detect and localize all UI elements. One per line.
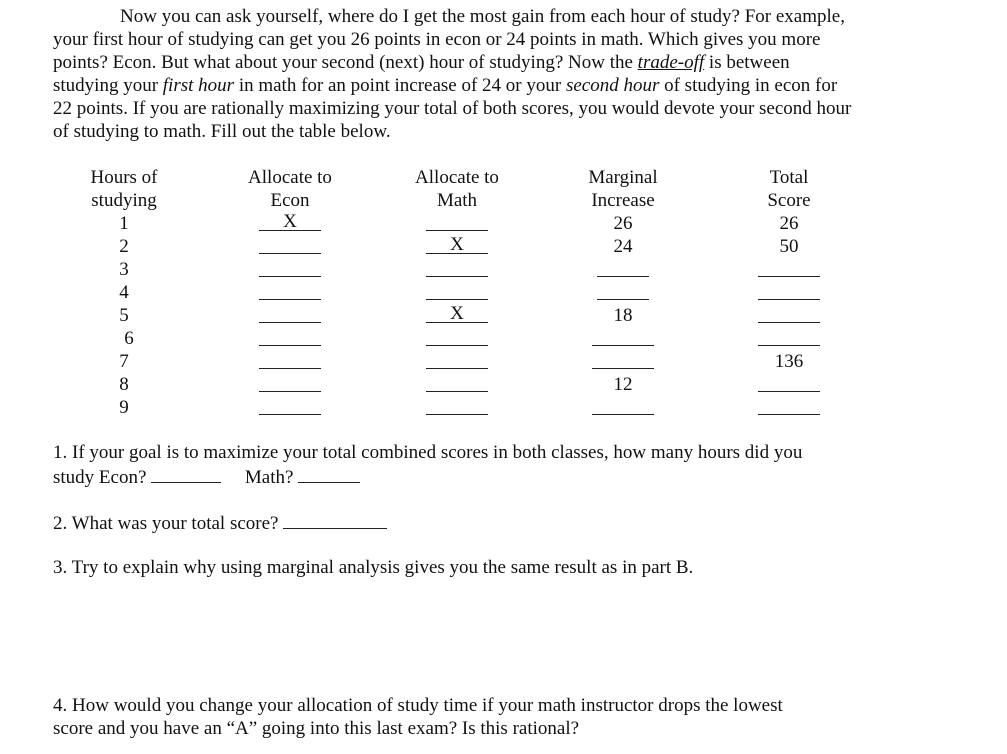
econ-cell bbox=[230, 304, 350, 327]
marginal-cell-value: 12 bbox=[613, 374, 633, 395]
total-score-answer-blank[interactable] bbox=[283, 510, 387, 529]
hours-cell bbox=[74, 304, 174, 327]
intro-paragraph bbox=[53, 5, 943, 143]
econ-cell bbox=[230, 350, 350, 373]
math-cell-blank[interactable] bbox=[426, 327, 488, 346]
econ-cell bbox=[230, 281, 350, 304]
hours-cell bbox=[74, 258, 174, 281]
marginal-cell bbox=[563, 327, 683, 350]
marginal-cell bbox=[563, 373, 683, 396]
total-cell-value: 26 bbox=[779, 213, 799, 234]
total-cell bbox=[729, 350, 849, 373]
marginal-cell-blank[interactable] bbox=[592, 327, 654, 346]
math-cell-blank[interactable] bbox=[426, 212, 488, 231]
marginal-cell-blank[interactable] bbox=[592, 396, 654, 415]
econ-cell-blank[interactable] bbox=[259, 235, 321, 254]
econ-cell bbox=[230, 327, 350, 350]
econ-cell-mark: X bbox=[283, 211, 297, 232]
math-cell bbox=[397, 212, 517, 235]
math-hours-answer-blank[interactable] bbox=[298, 464, 360, 483]
total-cell bbox=[729, 327, 849, 350]
math-cell-blank[interactable] bbox=[426, 373, 488, 392]
hours-cell-value: 7 bbox=[119, 351, 129, 372]
intro-line-6: of studying to math. Fill out the table below. bbox=[53, 121, 391, 142]
econ-cell-blank[interactable] bbox=[259, 304, 321, 323]
econ-cell-blank[interactable] bbox=[259, 281, 321, 300]
hours-header-line-2: studying bbox=[91, 190, 157, 211]
hours-cell bbox=[74, 373, 174, 396]
hours-cell-value: 2 bbox=[119, 236, 129, 257]
total-cell bbox=[729, 281, 849, 304]
math-cell-blank[interactable] bbox=[426, 235, 488, 254]
econ-cell-blank[interactable] bbox=[259, 373, 321, 392]
marginal-cell bbox=[563, 258, 683, 281]
question-1-line-1: 1. If your goal is to maximize your total combined scores in both classes, how many hours did you bbox=[53, 442, 803, 463]
total-cell bbox=[729, 235, 849, 258]
marginal-header-line-1: Marginal bbox=[588, 167, 658, 188]
econ-cell bbox=[230, 396, 350, 419]
marginal-cell-value: 18 bbox=[613, 305, 633, 326]
marginal-cell bbox=[563, 304, 683, 327]
total-cell-blank[interactable] bbox=[758, 304, 820, 323]
econ-cell-blank[interactable] bbox=[259, 327, 321, 346]
hours-cell bbox=[74, 212, 174, 235]
hours-cell bbox=[74, 396, 174, 419]
econ-cell-blank[interactable] bbox=[259, 396, 321, 415]
econ-cell-blank[interactable] bbox=[259, 258, 321, 277]
hours-cell-value: 8 bbox=[119, 374, 129, 395]
total-header-line-2: Score bbox=[767, 190, 811, 211]
econ-cell-blank[interactable] bbox=[259, 350, 321, 369]
marginal-header-line-2: Increase bbox=[591, 190, 655, 211]
econ-cell bbox=[230, 212, 350, 235]
total-cell-blank[interactable] bbox=[758, 281, 820, 300]
hours-cell-value: 1 bbox=[119, 213, 129, 234]
math-column bbox=[397, 166, 517, 419]
question-1 bbox=[53, 441, 802, 489]
question-4 bbox=[53, 694, 783, 740]
math-cell bbox=[397, 396, 517, 419]
total-cell-blank[interactable] bbox=[758, 258, 820, 277]
math-cell-mark: X bbox=[450, 234, 464, 255]
trade-off-term: trade-off bbox=[637, 52, 705, 73]
intro-line-2: your first hour of studying can get you 26 points in econ or 24 points in math. Which gives you more bbox=[53, 29, 821, 50]
marginal-column bbox=[563, 166, 683, 419]
total-cell bbox=[729, 373, 849, 396]
hours-cell bbox=[74, 350, 174, 373]
econ-cell bbox=[230, 235, 350, 258]
marginal-cell-value: 24 bbox=[613, 236, 633, 257]
math-cell bbox=[397, 373, 517, 396]
math-cell-blank[interactable] bbox=[426, 396, 488, 415]
marginal-cell bbox=[563, 212, 683, 235]
econ-header-line-1: Allocate to bbox=[248, 167, 332, 188]
total-cell bbox=[729, 258, 849, 281]
total-column bbox=[729, 166, 849, 419]
intro-line-5: 22 points. If you are rationally maximizing your total of both scores, you would devote your second hour bbox=[53, 98, 852, 119]
math-header-line-2: Math bbox=[436, 190, 478, 211]
math-cell-blank[interactable] bbox=[426, 258, 488, 277]
hours-column bbox=[74, 166, 174, 419]
marginal-cell bbox=[563, 350, 683, 373]
marginal-cell bbox=[563, 281, 683, 304]
marginal-cell bbox=[563, 396, 683, 419]
econ-header-line-2: Econ bbox=[270, 190, 310, 211]
total-cell bbox=[729, 304, 849, 327]
intro-line-3: points? Econ. But what about your second (next) hour of studying? Now the trade-off is between bbox=[53, 52, 790, 73]
hours-cell-value: 5 bbox=[119, 305, 129, 326]
hours-cell-value: 9 bbox=[119, 397, 129, 418]
hours-cell bbox=[74, 235, 174, 258]
math-cell-blank[interactable] bbox=[426, 281, 488, 300]
math-cell bbox=[397, 350, 517, 373]
hours-cell-value: 3 bbox=[119, 259, 129, 280]
marginal-cell-blank[interactable] bbox=[592, 350, 654, 369]
total-cell-blank[interactable] bbox=[758, 396, 820, 415]
math-cell-blank[interactable] bbox=[426, 304, 488, 323]
intro-line-4: studying your first hour in math for an point increase of 24 or your second hour of studying in econ for bbox=[53, 75, 838, 96]
question-4-line-2: score and you have an “A” going into this last exam? Is this rational? bbox=[53, 718, 580, 739]
math-cell bbox=[397, 281, 517, 304]
total-cell-value: 50 bbox=[779, 236, 799, 257]
question-1-line-2: study Econ? Math? bbox=[53, 464, 802, 489]
math-cell-mark: X bbox=[450, 303, 464, 324]
total-cell bbox=[729, 212, 849, 235]
math-cell bbox=[397, 327, 517, 350]
hours-cell-value: 4 bbox=[119, 282, 129, 303]
marginal-cell-blank[interactable] bbox=[597, 281, 649, 300]
econ-hours-answer-blank[interactable] bbox=[151, 464, 221, 483]
math-cell-blank[interactable] bbox=[426, 350, 488, 369]
question-2: 2. What was your total score? bbox=[53, 510, 387, 535]
total-cell-blank[interactable] bbox=[758, 327, 820, 346]
hours-cell-value: 6 bbox=[124, 328, 134, 349]
marginal-cell-blank[interactable] bbox=[597, 258, 649, 277]
question-4-line-1: 4. How would you change your allocation of study time if your math instructor drops the lowest bbox=[53, 695, 783, 716]
econ-cell bbox=[230, 373, 350, 396]
econ-cell bbox=[230, 258, 350, 281]
econ-column bbox=[230, 166, 350, 419]
econ-cell-blank[interactable] bbox=[259, 212, 321, 231]
math-header-line-1: Allocate to bbox=[415, 167, 499, 188]
math-cell bbox=[397, 304, 517, 327]
second-hour-term: second hour bbox=[565, 75, 660, 96]
math-cell bbox=[397, 235, 517, 258]
total-header-line-1: Total bbox=[769, 167, 809, 188]
hours-cell bbox=[74, 327, 174, 350]
hours-header-line-1: Hours of bbox=[90, 167, 158, 188]
first-hour-term: first hour bbox=[162, 75, 235, 96]
question-3: 3. Try to explain why using marginal analysis gives you the same result as in part B. bbox=[53, 557, 694, 578]
total-cell-blank[interactable] bbox=[758, 373, 820, 392]
intro-line-1: Now you can ask yourself, where do I get the most gain from each hour of study? For example, bbox=[120, 6, 845, 27]
total-cell-value: 136 bbox=[774, 351, 804, 372]
marginal-cell bbox=[563, 235, 683, 258]
math-cell bbox=[397, 258, 517, 281]
total-cell bbox=[729, 396, 849, 419]
marginal-cell-value: 26 bbox=[613, 213, 633, 234]
hours-cell bbox=[74, 281, 174, 304]
